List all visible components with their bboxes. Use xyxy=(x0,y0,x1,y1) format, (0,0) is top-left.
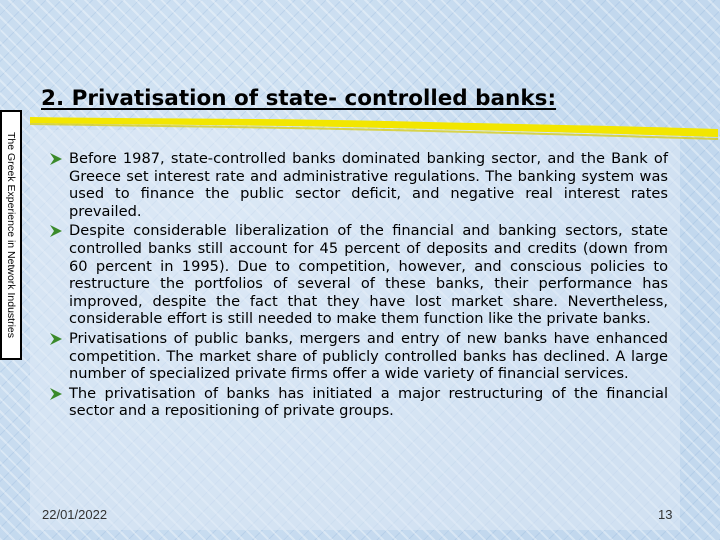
bullet-item-1 xyxy=(50,150,668,220)
slide-title: 2. Privatisation of state- controlled banks: xyxy=(41,86,557,111)
bullet-text: The privatisation of banks has initiated a major restructuring of the financial sector and a repositioning of private groups. xyxy=(69,384,668,420)
arrow-bullet-icon xyxy=(50,153,62,165)
side-label: The Greek Experience in Network Industries xyxy=(5,131,17,339)
bullet-item-4 xyxy=(50,385,668,420)
bullet-text: Privatisations of public banks, mergers and entry of new banks have enhanced competition. The market share of publicly controlled banks has declined. A large number of specialized private firms offer a wide variety of financial services. xyxy=(69,329,668,383)
arrow-bullet-icon xyxy=(50,225,62,237)
title-underline-rule xyxy=(28,115,720,149)
footer-date: 22/01/2022 xyxy=(42,507,108,522)
arrow-bullet-icon xyxy=(50,388,62,400)
bullet-text: Despite considerable liberalization of the financial and banking sectors, state controlled banks still account for 45 percent of deposits and credits (down from 60 percent in 1995). Due to competition, however, and conscious policies to restructure the portfolios of several of these banks, their performance has improved, despite the fact that they have lost market share. Nevertheless, considerable effort is still needed to make them function like the private banks. xyxy=(69,222,668,328)
page-number: 13 xyxy=(658,507,673,522)
bullet-text: Before 1987, state-controlled banks dominated banking sector, and the Bank of Greece set interest rate and administrative regulations. The banking system was used to finance the public sector deficit, and negative real interest rates prevailed. xyxy=(69,150,668,220)
bullet-item-3 xyxy=(50,330,668,383)
arrow-bullet-icon xyxy=(50,333,62,345)
bullet-list xyxy=(50,150,668,422)
bullet-item-2 xyxy=(50,222,668,328)
side-label-box xyxy=(2,112,20,358)
